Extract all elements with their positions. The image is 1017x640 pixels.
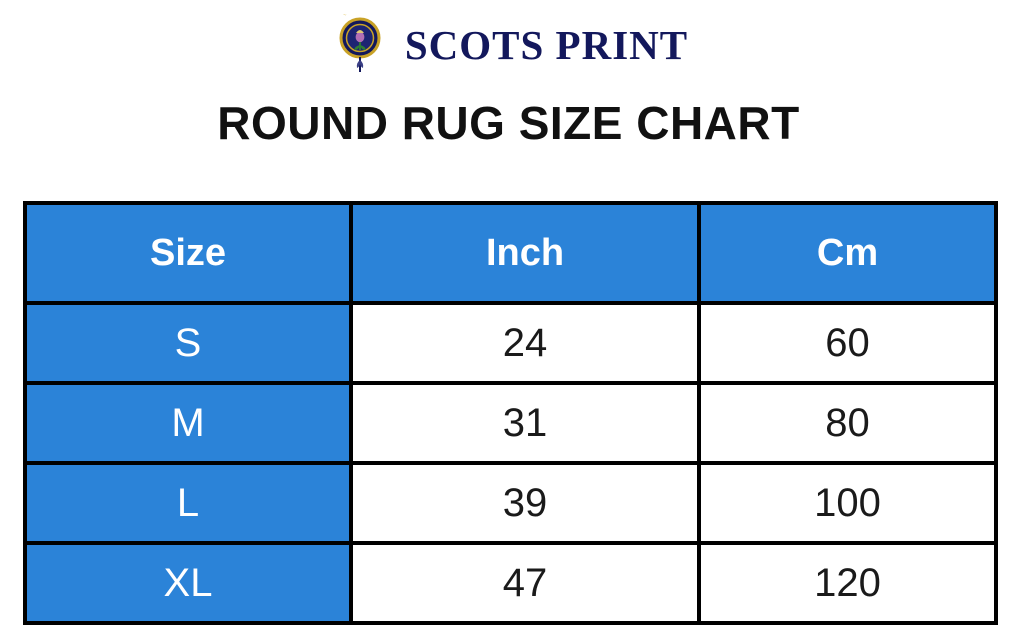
- svg-text:Bidonn In Veritate: [342, 14, 376, 16]
- cell-cm: 100: [699, 463, 996, 543]
- table-row: [25, 463, 996, 543]
- cell-inch: 39: [351, 463, 699, 543]
- cell-size: M: [25, 383, 351, 463]
- cell-size: L: [25, 463, 351, 543]
- table-header-row: [25, 203, 996, 303]
- column-header-inch: Inch: [351, 203, 699, 303]
- cell-cm: 120: [699, 543, 996, 623]
- column-header-cm: Cm: [699, 203, 996, 303]
- table-row: [25, 303, 996, 383]
- size-chart-table-wrapper: [23, 201, 994, 625]
- column-header-size: Size: [25, 203, 351, 303]
- cell-size: S: [25, 303, 351, 383]
- table-body: [25, 303, 996, 623]
- cell-inch: 31: [351, 383, 699, 463]
- cell-inch: 47: [351, 543, 699, 623]
- table-row: [25, 383, 996, 463]
- cell-cm: 80: [699, 383, 996, 463]
- scottish-clan-crest-thistle-icon: [329, 14, 391, 76]
- cell-size: XL: [25, 543, 351, 623]
- page-title: ROUND RUG SIZE CHART: [217, 97, 800, 149]
- brand-header: [0, 0, 1017, 74]
- size-chart-table: [23, 201, 998, 625]
- table-row: [25, 543, 996, 623]
- table-header: [25, 203, 996, 303]
- cell-cm: 60: [699, 303, 996, 383]
- cell-inch: 24: [351, 303, 699, 383]
- brand-name: SCOTS PRINT: [404, 21, 689, 68]
